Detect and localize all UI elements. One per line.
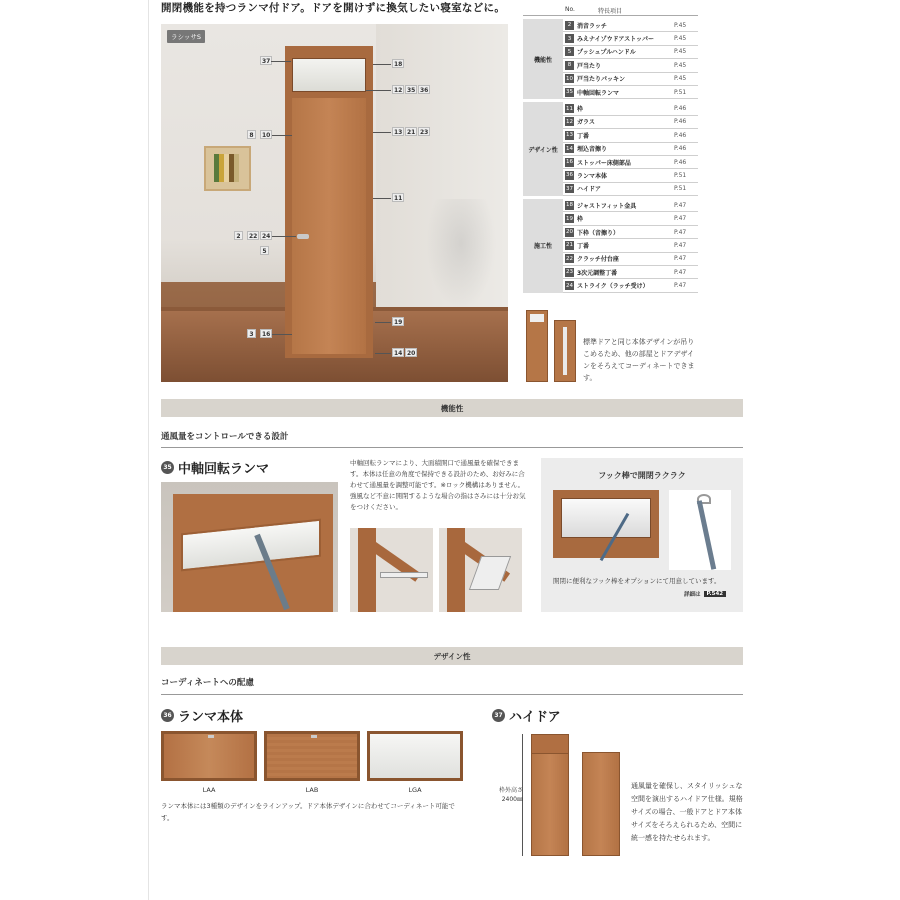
callout-37: 37: [262, 58, 271, 65]
group-label: 施工性: [523, 199, 563, 293]
callout-8: 8: [247, 130, 256, 139]
feature-title-text: ランマ本体: [178, 710, 244, 725]
feature-number: 35: [161, 461, 174, 474]
callout-3: 3: [247, 329, 256, 338]
callout-35: 35: [407, 87, 416, 94]
group-label: デザイン性: [523, 102, 563, 196]
table-row: 35 中軸回転ランマ P.51: [563, 86, 698, 99]
height-dimension-label: [487, 786, 523, 804]
model-tag: ラシッサS: [167, 30, 205, 43]
callout-16: 16: [262, 331, 271, 338]
lanma-laa: [161, 731, 257, 781]
table-row: 37 ハイドア P.51: [563, 183, 698, 196]
table-row: 3 みえナイゾウドアストッパー P.45: [563, 32, 698, 45]
table-row: 8 戸当たり P.45: [563, 59, 698, 72]
feature-table: [523, 4, 698, 293]
feature-table-header: [523, 4, 698, 16]
feature-title-text: ハイドア: [509, 710, 561, 725]
callout-13: 13: [394, 129, 403, 136]
divider: [161, 694, 743, 695]
high-door: [582, 752, 620, 856]
hook-ref-page[interactable]: P.542: [704, 591, 727, 597]
feature-title-35: [161, 458, 269, 477]
table-row: 36 ランマ本体 P.51: [563, 169, 698, 182]
group-construction: [523, 199, 698, 293]
leader-line: [373, 132, 391, 133]
callout-5: 5: [260, 246, 269, 255]
feature-description: 中軸回転ランマにより、大面積開口で通風量を確保できます。本体は任意の角度で保持できる設計のため、お好みに合わせて通風量を調整可能です。※ロック機構はありません。強風など不意に開閉するような場合の指はさみには十分お気をつけください。: [350, 459, 526, 511]
callout-24: 24: [262, 233, 271, 240]
group-label: 機能性: [523, 19, 563, 99]
table-row: 14 埋込音擦り P.46: [563, 143, 698, 156]
hero-photo: [161, 24, 508, 382]
dim-label: 枠外高さ: [498, 787, 523, 794]
feature-title-37: [492, 706, 561, 725]
table-row: 21 丁番 P.47: [563, 239, 698, 252]
callout-23: 23: [420, 129, 429, 136]
door-thumb-glass: [526, 310, 548, 382]
lanma-lga: [367, 731, 463, 781]
leader-line: [373, 198, 391, 199]
feature-title-36: [161, 706, 243, 725]
door-leaf: [292, 98, 366, 354]
callout-12: 12: [394, 87, 403, 94]
lanma-label: LGA: [408, 786, 422, 794]
hook-rod-transom-photo: [553, 490, 659, 558]
leader-line: [375, 322, 391, 323]
leader-line: [272, 334, 292, 335]
callout-19: 19: [394, 319, 403, 326]
transom-glass: [292, 58, 366, 92]
callout-14: 14: [394, 350, 403, 357]
table-row: 19 枠 P.47: [563, 212, 698, 225]
callout-11: 11: [394, 195, 403, 202]
page-title: 開閉機能を持つランマ付ドア。ドアを開けずに換気したい寝室などに。: [161, 2, 506, 14]
col-no: No.: [565, 6, 575, 13]
table-row: 20 下枠（音擦り） P.47: [563, 226, 698, 239]
transom-open-photo: [161, 482, 338, 612]
hook-ref-label: 詳細は: [684, 592, 701, 598]
table-row: 5 プッシュプルハンドル P.45: [563, 46, 698, 59]
leader-line: [271, 61, 291, 62]
table-row: 16 ストッパー床側部品 P.46: [563, 156, 698, 169]
subhead-functional: 通風量をコントロールできる設計: [161, 432, 289, 442]
transom-side-photo-2: [439, 528, 522, 612]
table-row: 23 3次元調整丁番 P.47: [563, 266, 698, 279]
table-row: 13 丁番 P.46: [563, 129, 698, 142]
lanma-note: ランマ本体には3種類のデザインをラインアップ。ドア本体デザインに合わせてコーディネート可能です。: [161, 802, 455, 822]
table-row: 22 クラッチ付台座 P.47: [563, 253, 698, 266]
group-design: [523, 102, 698, 196]
table-row: 10 戸当たりパッキン P.45: [563, 73, 698, 86]
leader-line: [272, 135, 292, 136]
table-row: 24 ストライク（ラッチ受け） P.47: [563, 279, 698, 292]
section-bar-functional: 機能性: [161, 399, 743, 417]
callout-21: 21: [407, 129, 416, 136]
hook-rod-closeup-photo: [669, 490, 731, 570]
lanma-label: LAB: [305, 786, 319, 794]
high-door-with-transom: [531, 734, 569, 856]
door-thumb-slit: [554, 320, 576, 382]
transom-side-photo-1: [350, 528, 433, 612]
group-functional: [523, 19, 698, 99]
table-row: 12 ガラス P.46: [563, 116, 698, 129]
leader-line: [375, 353, 391, 354]
hook-page-ref[interactable]: [684, 590, 726, 598]
table-row: 2 消音ラッチ P.45: [563, 19, 698, 32]
side-note: 標準ドアと同じ本体デザインが吊りこめるため、他の部屋とドアデザインをそろえてコーディネートできます。: [583, 338, 695, 382]
feature-number: 36: [161, 709, 174, 722]
plant-shadow: [426, 199, 496, 309]
callout-10: 10: [262, 132, 271, 139]
feature-title-text: 中軸回転ランマ: [178, 462, 270, 477]
col-item: 特長項目: [598, 8, 623, 15]
page-margin-rule: [148, 0, 149, 900]
callout-36: 36: [420, 87, 429, 94]
subhead-design: コーディネートへの配慮: [161, 678, 254, 688]
table-row: 11 枠 P.46: [563, 102, 698, 115]
leader-line: [272, 236, 296, 237]
hook-text: 開閉に便利なフック棒をオプションにて用意しています。: [553, 577, 721, 585]
callout-20: 20: [407, 350, 416, 357]
table-row: 18 ジャストフィット金具 P.47: [563, 199, 698, 212]
high-door-text: 通風量を確保し、スタイリッシュな空間を演出するハイドア仕様。規格サイズの場合、一般ドアとドア本体サイズをそろえられるため、空間に統一感を持たせられます。: [631, 782, 743, 842]
lanma-label: LAA: [202, 786, 216, 794]
leader-line: [373, 64, 391, 65]
dim-value: 2400㎜: [501, 796, 523, 803]
door-handle: [297, 234, 309, 239]
divider: [161, 447, 743, 448]
lanma-lab: [264, 731, 360, 781]
feature-number: 37: [492, 709, 505, 722]
section-bar-design: デザイン性: [161, 647, 743, 665]
hook-title: フック棒で開閉ラクラク: [598, 471, 686, 480]
callout-18: 18: [394, 61, 403, 68]
callout-2: 2: [234, 231, 243, 240]
wall-picture-art: [214, 154, 239, 182]
callout-22: 22: [249, 233, 258, 240]
leader-line: [366, 90, 391, 91]
